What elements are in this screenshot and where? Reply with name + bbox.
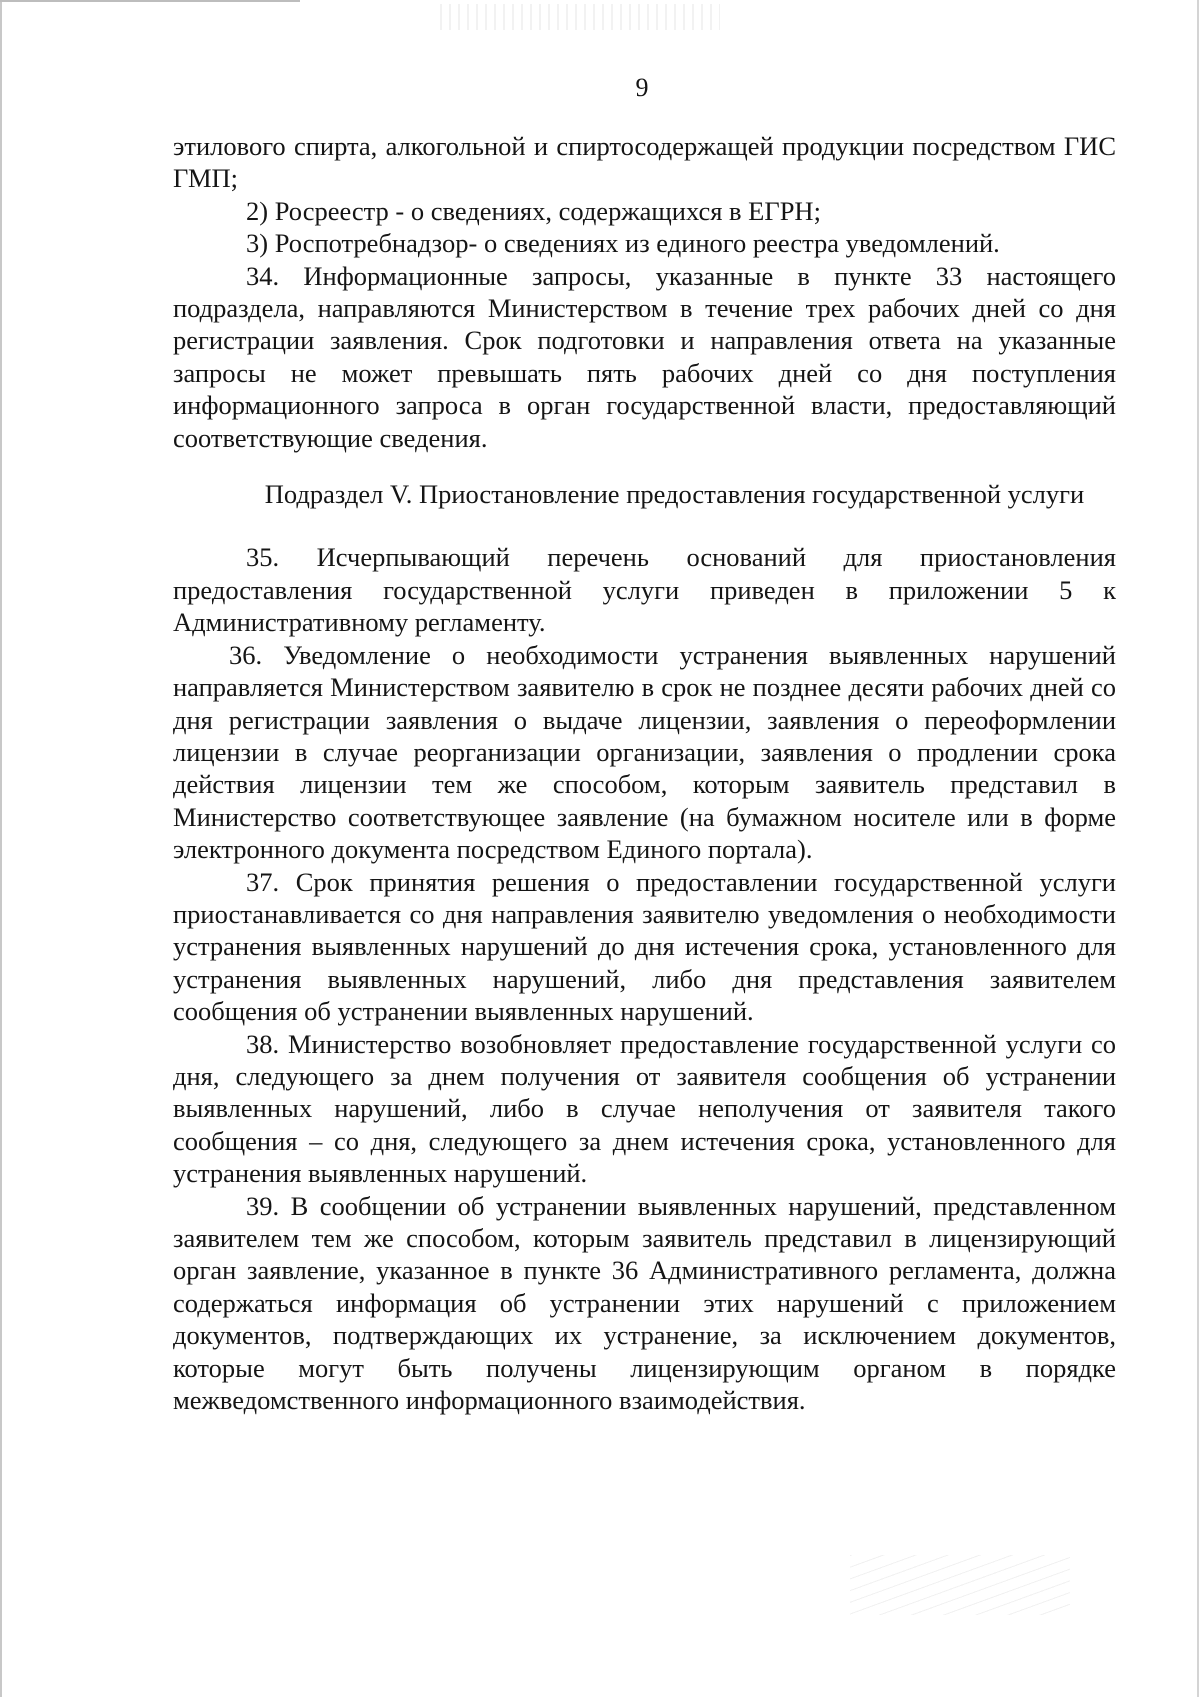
paragraph-38: 38. Министерство возобновляет предоставление государственной услуги со дня, следующего за днем получения от заявителя сообщения об устранении выявленных нарушений, либо в случае неполучения от заявителя такого сообщения – со дня, следующего за днем истечения срока, установленного для устранения выявленных нарушений.	[173, 1028, 1116, 1189]
list-item-rosreestr: 2) Росреестр - о сведениях, содержащихся в ЕГРН;	[246, 195, 821, 226]
scan-noise-bottom-right	[850, 1555, 1070, 1615]
page-number: 9	[635, 73, 649, 102]
scan-edge-right	[1197, 0, 1199, 1697]
document-body	[173, 130, 1116, 1416]
paragraph-37: 37. Срок принятия решения о предоставлении государственной услуги приостанавливается со дня направления заявителю уведомления о необходимости устранения выявленных нарушений до дня истечения срока, установленного для устранения выявленных нарушений, либо дня представления заявителем сообщения об устранении выявленных нарушений.	[173, 866, 1116, 1027]
paragraph-continuation: этилового спирта, алкогольной и спиртосодержащей продукции посредством ГИС ГМП;	[173, 131, 1116, 194]
scan-corner-line	[0, 0, 300, 2]
section-heading: Подраздел V. Приостановление предоставления государственной услуги	[264, 479, 1085, 510]
list-item-rospotrebnadzor: 3) Роспотребнадзор- о сведениях из единого реестра уведомлений.	[246, 228, 1000, 259]
paragraph-39: 39. В сообщении об устранении выявленных нарушений, представленном заявителем тем же способом, которым заявитель представил в лицензирующий орган заявление, указанное в пункте 36 Административного регламента, должна содержаться информация об устранении этих нарушений с приложением документов, подтверждающих их устранение, за исключением документов, которые могут быть получены лицензирующим органом в порядке межведомственного информационного взаимодействия.	[173, 1190, 1116, 1416]
paragraph-34: 34. Информационные запросы, указанные в пункте 33 настоящего подраздела, направляются Министерством в течение трех рабочих дней со дня регистрации заявления. Срок подготовки и направления ответа на указанные запросы не может превышать пять рабочих дней со дня поступления информационного запроса в орган государственной власти, предоставляющий соответствующие сведения.	[173, 260, 1116, 453]
paragraph-36: 36. Уведомление о необходимости устранения выявленных нарушений направляется Министерством заявителю в срок не позднее десяти рабочих дней со дня регистрации заявления о выдаче лицензии, заявления о переоформлении лицензии в случае реорганизации организации, заявления о продлении срока действия лицензии тем же способом, которым заявитель представил в Министерство соответствующее заявление (на бумажном носителе или в форме электронного документа посредством Единого портала).	[173, 639, 1116, 865]
scan-noise-top	[440, 4, 720, 30]
scan-edge-left	[0, 0, 2, 1697]
paragraph-35: 35. Исчерпывающий перечень оснований для приостановления предоставления государственной услуги приведен в приложении 5 к Административному регламенту.	[173, 542, 1116, 638]
